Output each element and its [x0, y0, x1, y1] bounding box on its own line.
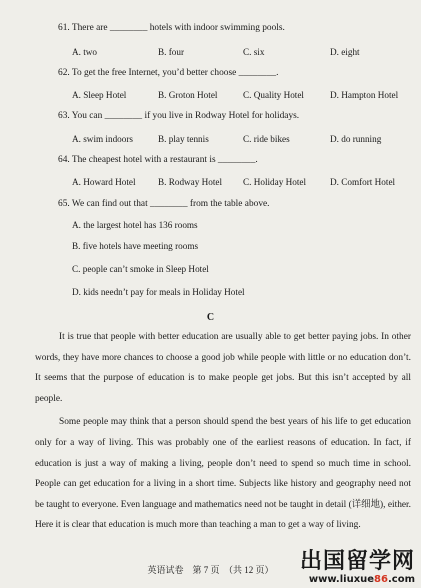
question-62-option-d: D. Hampton Hotel	[330, 90, 399, 100]
question-61-option-a: A. two	[72, 47, 98, 57]
question-63-option-a: A. swim indoors	[72, 134, 133, 144]
watermark-chinese-text: 出国留学网	[299, 549, 415, 574]
question-63-stem: 63. You can ________ if you live in Rodway Hotel for holidays.	[58, 111, 300, 121]
site-watermark-logo	[300, 550, 415, 586]
question-65-option-c: C. people can’t smoke in Sleep Hotel	[72, 264, 209, 274]
question-61-stem: 61. There are ________ hotels with indoor swimming pools.	[58, 23, 285, 33]
question-65-stem: 65. We can find out that ________ from the table above.	[58, 199, 270, 209]
question-64-option-b: B. Rodway Hotel	[158, 177, 223, 187]
question-62-stem: 62. To get the free Internet, you’d better choose ________.	[58, 68, 279, 78]
question-62-option-c: C. Quality Hotel	[243, 90, 304, 100]
passage-paragraph-1: It is true that people with better education are usually able to get better paying jobs. In other words, they have more chances to choose a good job while people with little or no education don’t. It seems that the purpose of education is to make people get jobs. But this isn’t accepted by all people.	[35, 332, 411, 404]
question-62-option-a: A. Sleep Hotel	[72, 90, 127, 100]
question-63-option-b: B. play tennis	[158, 134, 209, 144]
question-65-option-d: D. kids needn’t pay for meals in Holiday Hotel	[72, 287, 245, 297]
question-65-option-a: A. the largest hotel has 136 rooms	[72, 220, 198, 230]
question-63-option-c: C. ride bikes	[243, 134, 290, 144]
watermark-url-prefix: www.liuxue	[308, 574, 375, 585]
question-61-option-d: D. eight	[330, 47, 360, 57]
question-62-option-b: B. Groton Hotel	[158, 90, 218, 100]
watermark-url-suffix: .com	[387, 574, 415, 585]
watermark-url	[300, 574, 415, 586]
passage-paragraph-2: Some people may think that a person should spend the best years of his life to get education only for a way of living. This was probably one of the earliest reasons of education. In fact, if education is just a way of making a living, people don’t need to spend so much time in school. People can get education for a living in a short time. Subjects like history and geography need not be taught to everyone. Even language and mathematics need not be taught in detail (详细地), either. Here it is clear that education is much more than teaching a man to get a way of living.	[35, 417, 411, 531]
question-64-option-c: C. Holiday Hotel	[243, 177, 307, 187]
question-61-option-c: C. six	[243, 47, 265, 57]
section-title: C	[206, 312, 215, 323]
question-64-option-d: D. Comfort Hotel	[330, 177, 396, 187]
question-64-stem: 64. The cheapest hotel with a restaurant is ________.	[58, 155, 258, 165]
question-63-option-d: D. do running	[330, 134, 382, 144]
question-64-option-a: A. Howard Hotel	[72, 177, 136, 187]
passage	[35, 327, 411, 536]
question-61-option-b: B. four	[158, 47, 185, 57]
question-65-option-b: B. five hotels have meeting rooms	[72, 241, 199, 251]
page-footer: 英语试卷 第 7 页 （共 12 页）	[147, 565, 274, 575]
watermark-url-number: 86	[374, 574, 388, 585]
